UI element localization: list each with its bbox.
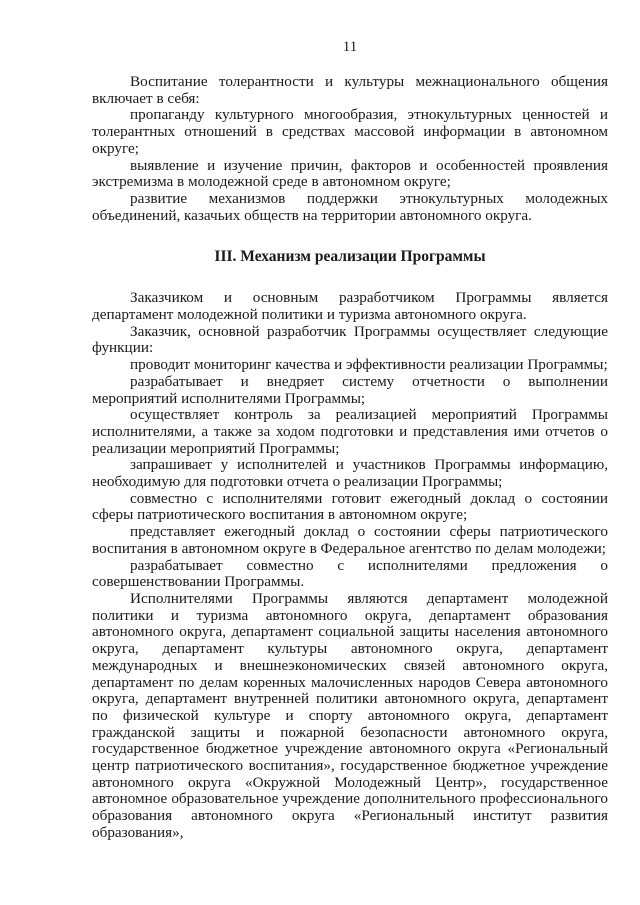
paragraph: развитие механизмов поддержки этнокультурных молодежных объединений, казачьих обществ на территории автономного округа. [92,189,608,224]
body-text-before [92,74,608,224]
page-number: 11 [342,39,358,55]
paragraph: разрабатывает и внедряет систему отчетности о выполнении мероприятий исполнителями Программы; [92,372,608,407]
paragraph: разрабатывает совместно с исполнителями предложения о совершенствовании Программы. [92,556,608,591]
paragraph: запрашивает у исполнителей и участников Программы информацию, необходимую для подготовки отчета о реализации Программы; [92,456,608,491]
paragraph: Исполнителями Программы являются департамент молодежной политики и туризма автономного округа, департамент образования автономного округа, департамент социальной защиты населения автономного округа, департамент культуры автономного округа, департамент международных и внешнеэкономических связей автономного округа, департамент по делам коренных малочисленных народов Севера автономного округа, департамент внутренней политики автономного округа, департамент по физической культуре и спорту автономного округа, департамент гражданской защиты и пожарной безопасности автономного округа, государственное бюджетное учреждение автономного округа «Региональный центр патриотического воспитания», государственное бюджетное учреждение автономного округа «Окружной Молодежный Центр», государственное автономное образовательное учреждение дополнительного профессионального образования автономного округа «Региональный институт развития образования», [92,589,608,841]
paragraph: осуществляет контроль за реализацией мероприятий Программы исполнителями, а также за ходом подготовки и представления ими отчетов о реализации мероприятий Программы; [92,406,608,457]
paragraph: Заказчик, основной разработчик Программы осуществляет следующие функции: [92,322,608,357]
paragraph: Воспитание толерантности и культуры межнационального общения включает в себя: [92,73,608,107]
paragraph: выявление и изучение причин, факторов и особенностей проявления экстремизма в молодежной среде в автономном округе; [92,156,608,191]
paragraph: совместно с исполнителями готовит ежегодный доклад о состоянии сферы патриотического воспитания в автономном округе; [92,489,608,524]
paragraph: проводит мониторинг качества и эффективности реализации Программы; [130,356,608,374]
paragraph: представляет ежегодный доклад о состоянии сферы патриотического воспитания в автономном округе в Федеральное агентство по делам молодежи; [92,523,608,557]
section-heading: III. Механизм реализации Программы [214,248,486,266]
paragraph: пропаганду культурного многообразия, этнокультурных ценностей и толерантных отношений в средствах массовой информации в автономном округе; [92,106,608,157]
paragraph: Заказчиком и основным разработчиком Программы является департамент молодежной политики и туризма автономного округа. [92,289,608,324]
body-text-after [92,290,608,841]
